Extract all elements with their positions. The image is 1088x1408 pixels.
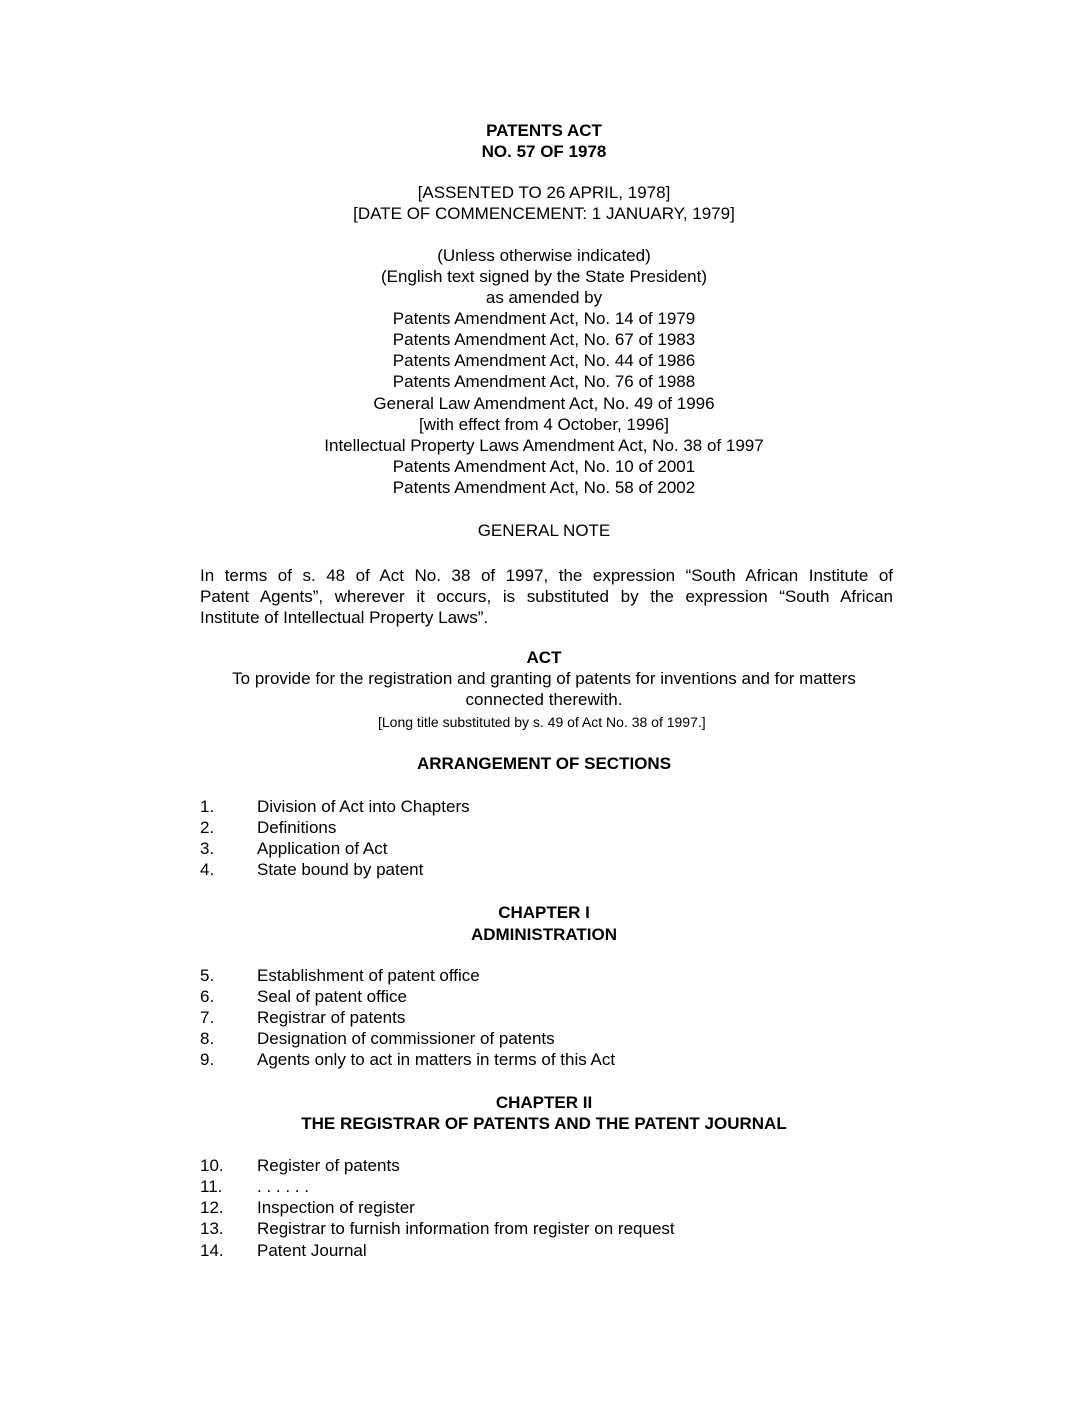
section-title: Agents only to act in matters in terms of this Act (257, 1050, 616, 1069)
section-title: Division of Act into Chapters (257, 797, 470, 816)
amendment-line: Patents Amendment Act, No. 67 of 1983 (392, 330, 696, 349)
section-number: 7. (200, 1008, 215, 1027)
general-note-line: In terms of s. 48 of Act No. 38 of 1997, the expression “South African Institute of (200, 566, 893, 585)
chapter-label: CHAPTER I (498, 903, 590, 922)
long-title-line: To provide for the registration and granting of patents for inventions and for matters (232, 669, 856, 688)
section-title: . . . . . . (257, 1177, 309, 1196)
section-number: 1. (200, 797, 215, 816)
section-number: 5. (200, 966, 215, 985)
section-title: Registrar of patents (257, 1008, 406, 1027)
general-note-heading: GENERAL NOTE (477, 521, 611, 540)
act-heading: ACT (526, 648, 562, 667)
section-number: 13. (200, 1219, 224, 1238)
section-title: Designation of commissioner of patents (257, 1029, 555, 1048)
amendment-line: General Law Amendment Act, No. 49 of 1996 (373, 394, 715, 413)
chapter-label: CHAPTER II (495, 1093, 593, 1112)
amendment-line: Patents Amendment Act, No. 10 of 2001 (392, 457, 696, 476)
section-title: Seal of patent office (257, 987, 407, 1006)
section-number: 3. (200, 839, 215, 858)
section-title: Application of Act (257, 839, 388, 858)
section-title: Establishment of patent office (257, 966, 480, 985)
section-title: Inspection of register (257, 1198, 415, 1217)
section-number: 4. (200, 860, 215, 879)
section-number: 6. (200, 987, 215, 1006)
section-number: 8. (200, 1029, 215, 1048)
chapter-title: THE REGISTRAR OF PATENTS AND THE PATENT JOURNAL (301, 1114, 787, 1133)
act-number: NO. 57 OF 1978 (481, 142, 607, 161)
section-number: 10. (200, 1156, 224, 1175)
general-note-line: Institute of Intellectual Property Laws”. (200, 608, 489, 627)
amendment-line: as amended by (485, 288, 603, 307)
amendment-line: Patents Amendment Act, No. 14 of 1979 (392, 309, 696, 328)
assented-date: [ASSENTED TO 26 APRIL, 1978] (417, 183, 671, 202)
amendment-line: Intellectual Property Laws Amendment Act, No. 38 of 1997 (324, 436, 764, 455)
amendment-line: (English text signed by the State President) (380, 267, 707, 286)
act-title: PATENTS ACT (486, 121, 602, 140)
section-number: 11. (200, 1177, 223, 1196)
long-title-note: [Long title substituted by s. 49 of Act No. 38 of 1997.] (378, 714, 706, 730)
section-number: 14. (200, 1241, 224, 1260)
chapter-title: ADMINISTRATION (470, 925, 618, 944)
amendment-line: Patents Amendment Act, No. 58 of 2002 (392, 478, 696, 497)
section-number: 12. (200, 1198, 224, 1217)
amendment-line: Patents Amendment Act, No. 44 of 1986 (392, 351, 696, 370)
section-number: 2. (200, 818, 215, 837)
general-note-line: Patent Agents”, wherever it occurs, is substituted by the expression “South African (200, 587, 893, 606)
general-note-text (200, 565, 893, 628)
section-title: Registrar to furnish information from register on request (257, 1219, 675, 1238)
section-title: Register of patents (257, 1156, 400, 1175)
commencement-date: [DATE OF COMMENCEMENT: 1 JANUARY, 1979] (353, 204, 735, 223)
section-title: Patent Journal (257, 1241, 367, 1260)
section-title: Definitions (257, 818, 337, 837)
amendment-line: (Unless otherwise indicated) (437, 246, 651, 265)
arrangement-heading: ARRANGEMENT OF SECTIONS (416, 754, 672, 773)
amendment-line: Patents Amendment Act, No. 76 of 1988 (392, 372, 696, 391)
long-title-line: connected therewith. (465, 690, 623, 709)
amendment-line: [with effect from 4 October, 1996] (418, 415, 670, 434)
section-title: State bound by patent (257, 860, 424, 879)
section-number: 9. (200, 1050, 215, 1069)
